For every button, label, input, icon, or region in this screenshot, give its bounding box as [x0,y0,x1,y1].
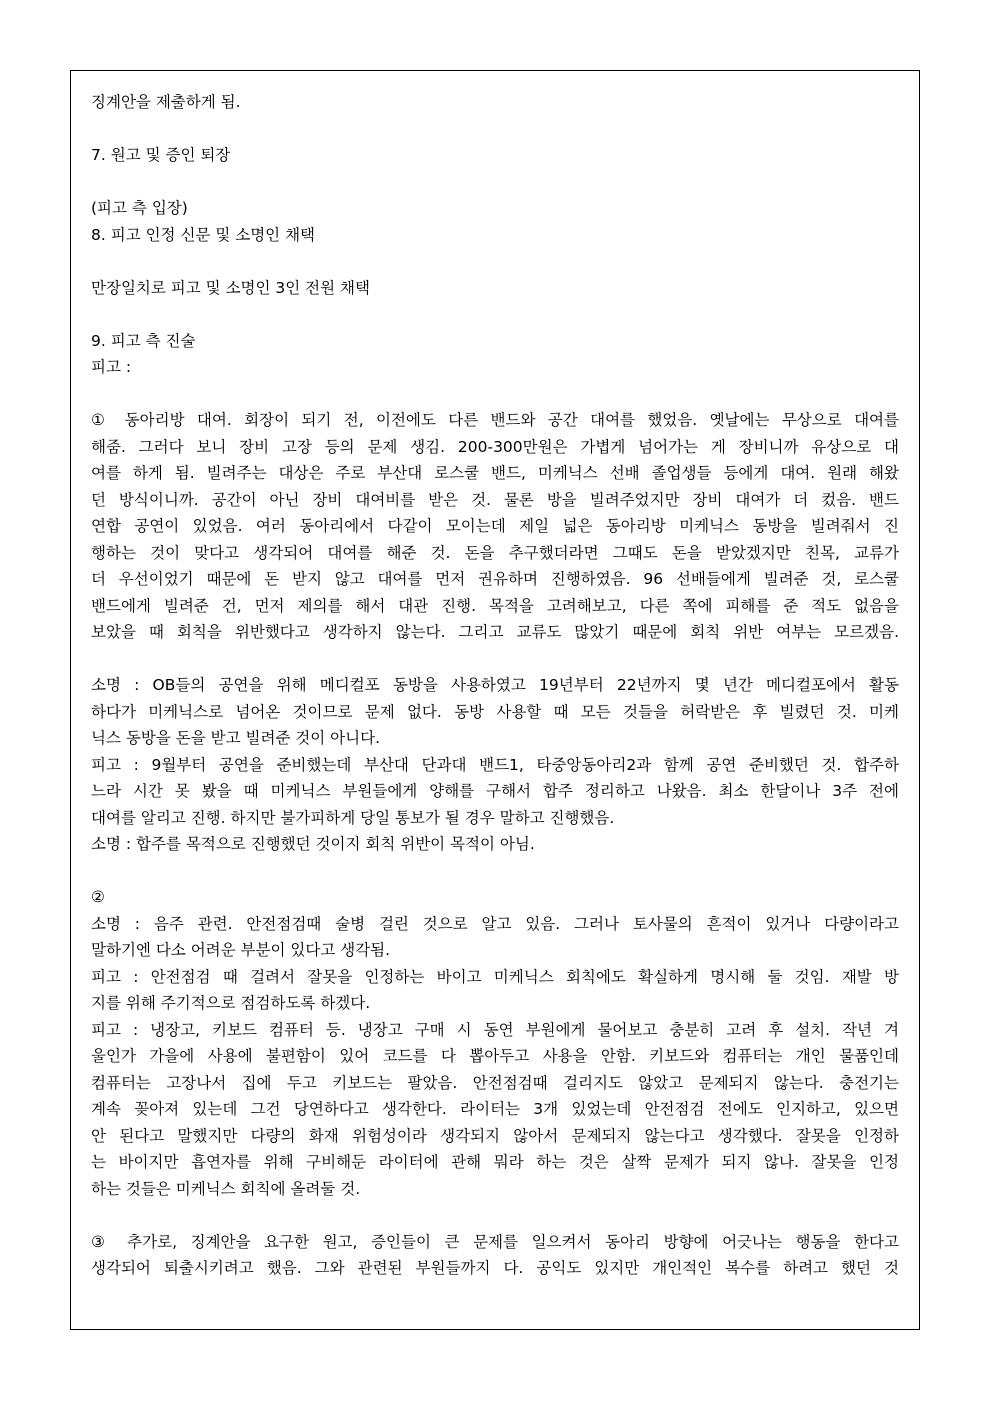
text-line: 징계안을 제출하게 됨. [91,93,241,111]
blank-line [91,116,899,143]
text-line: ② [91,888,105,906]
text-line: 피고 : 안전점검 때 걸려서 잘못을 인정하는 바이고 미케닉스 회칙에도 확실하게 명시해 둘 것임. 재발 방 [91,967,899,986]
text-line: 생각되어 퇴출시키려고 했음. 그와 관련된 부원들까지 다. 공익도 있지만 개인적인 복수를 하려고 했던 것 [91,1259,899,1277]
text-line: ① 동아리방 대여. 회장이 되기 전, 이전에도 다른 밴드와 공간 대여를 했었음. 옛날에는 무상으로 대여를 [91,411,899,429]
text-line: 보았을 때 회칙을 위반했다고 생각하지 않는다. 그리고 교류도 많았기 때문에 회칙 위반 여부는 모르겠음. [91,623,899,641]
text-line: 느라 시간 못 봤을 때 미케닉스 부원들에게 양해를 구해서 합주 정리하고 나왔음. 최소 한달이나 3주 전에 [91,782,899,800]
document-frame [70,70,920,1330]
text-line: 여를 하게 됨. 빌려주는 대상은 주로 부산대 로스쿨 밴드, 미케닉스 선배 졸업생들 등에게 대여. 원래 해왔 [91,464,899,482]
text-line: 피고 : [91,358,132,376]
text-line: 해줌. 그러다 보니 장비 고장 등의 문제 생김. 200-300만원은 가볍게 넘어가는 게 장비니까 유상으로 대 [91,437,899,456]
text-line: 안 된다고 말했지만 다량의 화재 위험성이라 생각되지 않아서 문제되지 않는다고 생각했다. 잘못을 인정하 [91,1126,899,1145]
blank-line [91,858,899,885]
text-line: 피고 : 9월부터 공연을 준비했는데 부산대 단과대 밴드1, 타중앙동아리2과 함께 공연 준비했던 것. 합주하 [91,755,899,774]
blank-line [91,248,899,275]
text-line: 9. 피고 측 진술 [91,331,196,350]
text-line: 하는 것들은 미케닉스 회칙에 올려둘 것. [91,1179,361,1198]
text-line: 만장일치로 피고 및 소명인 3인 전원 채택 [91,278,370,297]
text-line: 밴드에게 빌려준 건, 먼저 제의를 해서 대관 진행. 목적을 고려해보고, 다른 쪽에 피해를 준 적도 없음을 [91,596,899,615]
text-line: (피고 측 입장) [91,199,188,217]
text-line: 8. 피고 인정 신문 및 소명인 채택 [91,225,316,244]
text-line: 행하는 것이 맞다고 생각되어 대여를 해준 것. 돈을 추구했더라면 그때도 돈을 받았겠지만 친목, 교류가 [91,543,899,562]
text-line: 울인가 가을에 사용에 불편함이 있어 코드를 다 뽑아두고 사용을 안함. 키보드와 컴퓨터는 개인 물품인데 [91,1047,899,1065]
text-line: 컴퓨터는 고장나서 집에 두고 키보드는 팔았음. 안전점검때 걸리지도 않았고 문제되지 않는다. 충전기는 [91,1073,899,1092]
text-line: 소명 : OB들의 공연을 위해 메디컬포 동방을 사용하였고 19년부터 22년까지 몇 년간 메디컬포에서 활동 [91,676,899,694]
text-line: 말하기엔 다소 어려운 부분이 있다고 생각됨. [91,941,391,959]
text-line: 계속 꽂아져 있는데 그건 당연하다고 생각한다. 라이터는 3개 있었는데 안전점검 전에도 인지하고, 있으면 [91,1100,899,1118]
text-line: 소명 : 합주를 목적으로 진행했던 것이지 회칙 위반이 목적이 아님. [91,835,535,853]
text-line: 는 바이지만 흡연자를 위해 구비해둔 라이터에 관해 뭐라 하는 것은 살짝 문제가 되지 않나. 잘못을 인정 [91,1153,899,1171]
text-line: 더 우선이었기 때문에 돈 받지 않고 대여를 먼저 권유하며 진행하였음. 96 선배들에게 빌려준 것, 로스쿨 [91,570,899,588]
text-line: 지를 위해 주기적으로 점검하도록 하겠다. [91,994,371,1012]
blank-line [91,381,899,408]
blank-line [91,301,899,328]
text-line: 닉스 동방을 돈을 받고 빌려준 것이 아니다. [91,729,381,747]
blank-line [91,169,899,196]
document-body [91,89,899,1282]
text-line: ③ 추가로, 징계안을 요구한 원고, 증인들이 큰 문제를 일으켜서 동아리 방향에 어긋나는 행동을 한다고 [91,1232,899,1251]
text-line: 던 방식이니까. 공간이 아닌 장비 대여비를 받은 것. 물론 방을 빌려주었지만 장비 대여가 더 컸음. 밴드 [91,490,899,509]
blank-line [91,646,899,673]
text-line: 7. 원고 및 증인 퇴장 [91,146,231,164]
text-line: 소명 : 음주 관련. 안전점검때 술병 걸린 것으로 알고 있음. 그러나 토사물의 흔적이 있거나 다량이라고 [91,914,899,933]
blank-line [91,1202,899,1229]
text-line: 연합 공연이 있었음. 여러 동아리에서 다같이 모이는데 제일 넓은 동아리방 미케닉스 동방을 빌려줘서 진 [91,517,899,535]
text-line: 하다가 미케닉스로 넘어온 것이므로 문제 없다. 동방 사용할 때 모든 것들을 허락받은 후 빌렸던 것. 미케 [91,702,899,721]
text-line: 대여를 알리고 진행. 하지만 불가피하게 당일 통보가 될 경우 말하고 진행했음. [91,808,615,827]
text-line: 피고 : 냉장고, 키보드 컴퓨터 등. 냉장고 구매 시 동연 부원에게 물어보고 충분히 고려 후 설치. 작년 겨 [91,1020,899,1039]
